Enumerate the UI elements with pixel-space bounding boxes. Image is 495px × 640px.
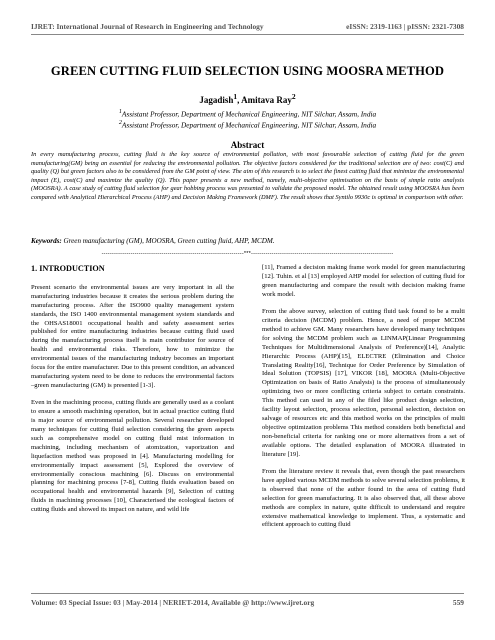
right-column — [262, 264, 465, 539]
journal-name: IJRET: International Journal of Research in Engineering and Technology — [31, 22, 264, 31]
author-superscript: 2 — [291, 92, 296, 101]
keywords-line — [31, 237, 464, 245]
section-separator: ---------------------------------------------------------------------***--------------------------------------------------------------------- — [101, 251, 394, 257]
left-column — [31, 265, 234, 524]
journal-header — [31, 22, 464, 31]
affiliation-superscript: 2 — [118, 119, 122, 126]
affiliation-superscript: 1 — [118, 109, 122, 115]
affiliation-line — [20, 119, 475, 130]
keywords-label: Keywords: — [31, 237, 62, 245]
author-name: Amitava Ray — [241, 95, 292, 105]
affiliation-text: Assistant Professor, Department of Mechanical Engineering, NIT Silchar, Assam, India — [121, 120, 377, 130]
author-superscript: 1 — [233, 92, 238, 101]
author-separator: , — [237, 95, 242, 105]
footer-divider — [31, 593, 464, 594]
header-divider — [31, 34, 464, 35]
body-paragraph: [11], Framed a decision making frame work model for green manufacturing [12]. Tuhin. et al [13] employed AHP model for selection of cutting fluid for green manufacturing and compare the result with decision making frame work model. — [262, 264, 465, 298]
body-paragraph: Even in the machining process, cutting fluids are generally used as a coolant to ensure a smooth machining operation, but in actual practice cutting fluid is major source of environmental pollution. Several researcher developed many techniques for cutting fluid selection considering the green aspects such as comprehensive model on cutting fluid mist information in machining, including mechanism of atomization, vaporization and liquefaction method was proposed in [4]. Manufacturing modelling for environmentally impact assessment [5], Explored the overview of environmentally conscious machining [6]. Discuss on environmental planning for machining process [7-8], Cutting fluids evaluation based on occupational health and environmental hazards [9], Selection of cutting fluids in machining processes [10], Characterised the ecological factors of cutting fluids and showed its impact on nature, and wild life — [31, 399, 234, 514]
affiliation-text: Assistant Professor, Department of Mechanical Engineering, NIT Silchar, Assam, India — [121, 109, 377, 119]
footer-citation: Volume: 03 Special Issue: 03 | May-2014 | NERIET-2014, Available @ http://www.ijret.org — [31, 598, 315, 607]
issn-text: eISSN: 2319-1163 | pISSN: 2321-7308 — [346, 22, 464, 31]
body-paragraph: From the above survey, selection of cutting fluid task found to be a multi criteria decision (MCDM) problem. Hence, a need of proper MCDM method to achieve GM. Many researchers have developed many techniques for solving the MCDM problem such as LINMAP(Linear Programming Techniques for Multidimensional Analysis of Preference)[14], Analytic Hierarchic Process (AHP)[15], ELECTRE (Elimination and Choice Translating Reality[16], Technique for Order Preference by Simulation of Ideal Solution (TOPSIS) [17], VIKOR [18], MOORA (Multi-Objective Optimization on basis of Ratio Analysis) is the process of simultaneously optimizing two or more conflicting criteria subject to certain constraints. This method can used in any of the filed like product design selection, facility layout selection, process selection, personal selection, decision on salvage of resources etc and this method works on the principles of multi objective optimization problems This method considers both beneficial and non-beneficial criteria for ranking one or more alternatives from a set of available options. The detailed explanation of MOORA illustrated in literature [19]. — [262, 308, 465, 458]
affiliation-line — [20, 108, 475, 119]
section-heading: 1. INTRODUCTION — [31, 264, 105, 273]
abstract-heading: Abstract — [230, 140, 265, 150]
body-paragraph: Present scenario the environmental issues are very important in all the manufacturing industries because it creates the serious problem during the manufacturing process. After the ISO900 quality management system standards, the ISO 1400 environmental management system standards and the OHSAS18001 occupational health and safety assessment series published for entire manufacturing industries because cutting fluid used during the manufacturing process itself is main contributor for source of health and environmental risks. Therefore, how to minimize the environmental issues of the manufacturing industry becomes an important focus for the entire manufacturer. Due to this present condition, an advanced manufacturing system need to be done to reduces the environmental factors –green manufacturing (GM) is presented [1-3]. — [31, 283, 234, 389]
page-number: 559 — [452, 598, 464, 607]
author-line — [20, 92, 475, 105]
abstract-text: In every manufacturing process, cutting fluid is the key source of environmental pollution, with most favourable selection of cutting fluid for the green manufacturing(GM) being an essential for reducing the environmental pollution. The objective factors considered for the traditional selection are of two: cost(C) and quality (Q) but green factors also to be considered from the GM point of view. The aim of this research is to select the finest cutting fluid that minimize the environmental impact (E), cost(C) and maximize the quality (Q). This paper presents a new method, namely, multi-objective optimisation on the basis of simple ratio analysis (MOOSRA). A case study of cutting fluid selection for gear hobbing process was presented to validate the proposed model. The obtained result using MOOSRA has been compared with Analytical Hierarchical Process (AHP) and Decision Making Framework (DMF). The result shows that Syntilo 9930c is optimal in comparison with other. — [31, 151, 464, 201]
paper-title: GREEN CUTTING FLUID SELECTION USING MOOSRA METHOD — [50, 64, 445, 78]
affiliations — [20, 108, 475, 129]
keywords-text: Green manufacturing (GM), MOOSRA, Green cutting fluid, AHP, MCDM. — [61, 237, 275, 245]
author-name: Jagadish — [199, 95, 234, 105]
body-paragraph: From the literature review it reveals that, even though the past researchers have applied various MCDM methods to solve several selection problems, it is observed that none of the author found in the area of cutting fluid selection for green manufacturing. It is also observed that, all these above methods are complex in nature, quite difficult to understand and require extensive mathematical knowledge to implement. Thus, a systematic and efficient approach to cutting fluid — [262, 468, 465, 529]
page-footer — [31, 598, 464, 607]
